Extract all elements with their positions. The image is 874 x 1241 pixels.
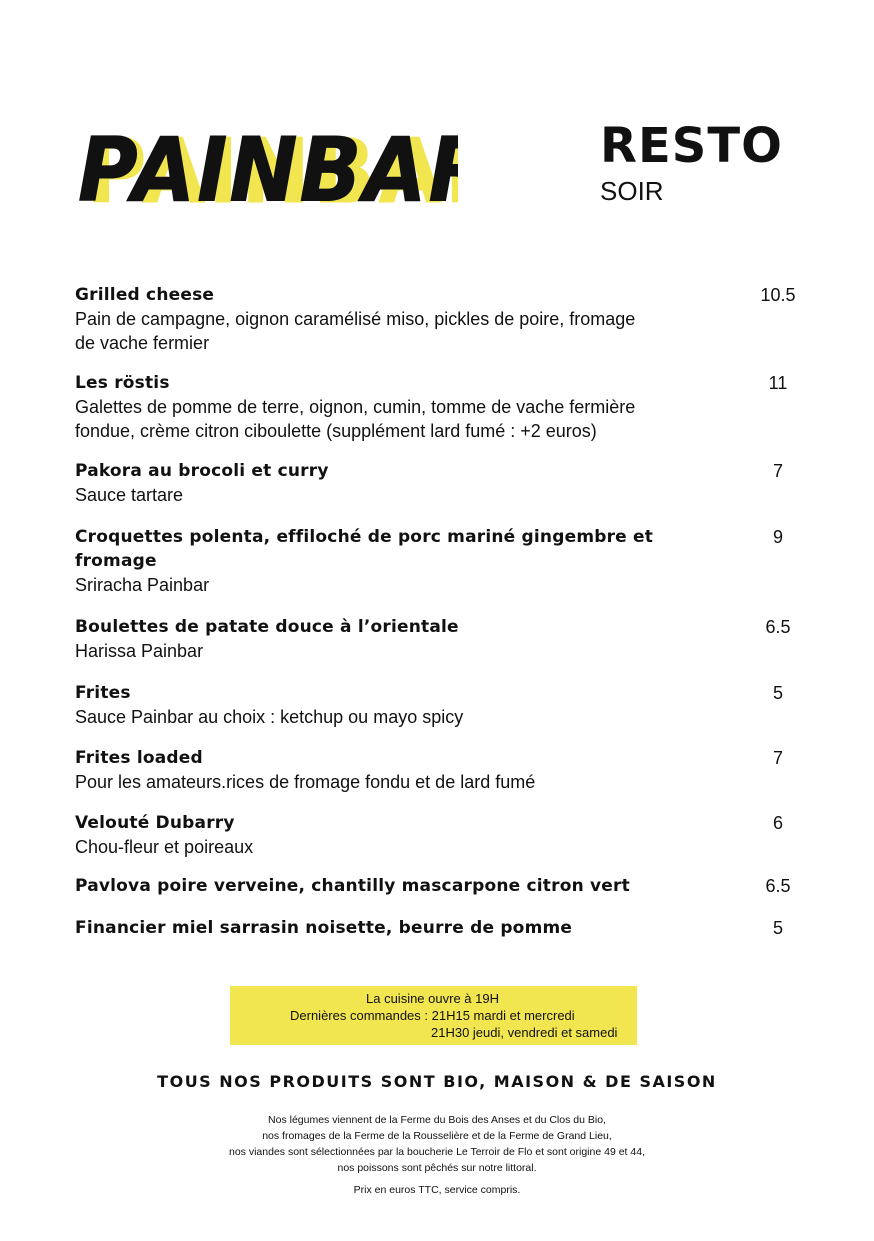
menu-item [75,459,795,507]
menu-item [75,525,795,597]
page-title: RESTO [600,118,783,174]
menu-item [75,371,795,443]
menu-item [75,681,795,729]
menu-item-name: Financier miel sarrasin noisette, beurre de pomme [75,918,573,938]
tagline: TOUS NOS PRODUITS SONT BIO, MAISON & DE SAISON [157,1072,717,1091]
menu-item-name: Pakora au brocoli et curry [75,461,329,481]
sourcing-line: nos fromages de la Ferme de la Rousselière et de la Ferme de Grand Lieu, [262,1130,612,1142]
menu-item-name: Frites loaded [75,748,203,768]
logo-text-shadow: PAINBA [85,119,445,220]
menu-item-description: Pour les amateurs.rices de fromage fondu et de lard fumé [75,772,536,792]
painbar-logo [78,110,458,220]
menu-item-price: 6.5 [765,617,791,637]
menu-item-description: Galettes de pomme de terre, oignon, cumin, tomme de vache fermière [75,397,636,417]
menu-item-name: Croquettes polenta, effiloché de porc mariné gingembre et fromage [75,527,654,571]
sourcing-line: nos poissons sont pêchés sur notre littoral. [337,1162,537,1174]
menu-item-name: Velouté Dubarry [75,813,235,833]
menu-item [75,283,795,355]
hours-last-orders-weekend: 21H30 jeudi, vendredi et samedi [431,1025,618,1040]
menu-item-description: Sauce tartare [75,485,184,505]
menu-item-price: 9 [772,527,783,547]
menu-item-price: 7 [772,748,783,768]
menu-item-description: de vache fermier [75,333,210,353]
menu-item-name: Les röstis [75,373,170,393]
sourcing-line: nos viandes sont sélectionnées par la boucherie Le Terroir de Flo et sont origine 49 et 44, [229,1146,645,1158]
menu-item-description: Sauce Painbar au choix : ketchup ou mayo spicy [75,707,464,727]
menu-list [75,283,795,940]
menu-item-name: Pavlova poire verveine, chantilly mascarpone citron vert [75,876,630,896]
menu-item [75,746,795,794]
menu-item-description: Pain de campagne, oignon caramélisé miso, pickles de poire, fromage [75,309,636,329]
menu-item [75,916,795,940]
menu-item-description: Chou-fleur et poireaux [75,837,254,857]
menu-item-description: Harissa Painbar [75,641,204,661]
menu-item [75,811,795,859]
page-subtitle: SOIR [600,176,664,206]
menu-item-price: 5 [772,918,783,938]
sourcing-notes [0,1112,874,1176]
menu-item-price: 6.5 [765,876,791,896]
hours-opening: La cuisine ouvre à 19H [366,991,499,1006]
menu-item-name: Grilled cheese [75,285,215,305]
sourcing-line: Nos légumes viennent de la Ferme du Bois des Anses et du Clos du Bio, [268,1114,606,1126]
menu-item [75,615,795,663]
kitchen-hours-box [230,986,637,1045]
menu-item-price: 11 [768,373,788,393]
menu-item-price: 10.5 [760,285,796,305]
menu-item-description: Sriracha Painbar [75,575,210,595]
menu-item-price: 5 [772,683,783,703]
menu-item-price: 7 [772,461,783,481]
menu-item [75,874,795,898]
logo-text: PAINBAR [78,119,458,220]
hours-last-orders: Dernières commandes : 21H15 mardi et mercredi [290,1008,575,1023]
menu-item-name: Frites [75,683,131,703]
prices-note: Prix en euros TTC, service compris. [353,1184,521,1196]
menu-item-price: 6 [772,813,783,833]
menu-item-description: fondue, crème citron ciboulette (supplément lard fumé : +2 euros) [75,421,597,441]
painbar-logo-graphic [78,110,458,220]
menu-item-name: Boulettes de patate douce à l’orientale [75,617,459,637]
